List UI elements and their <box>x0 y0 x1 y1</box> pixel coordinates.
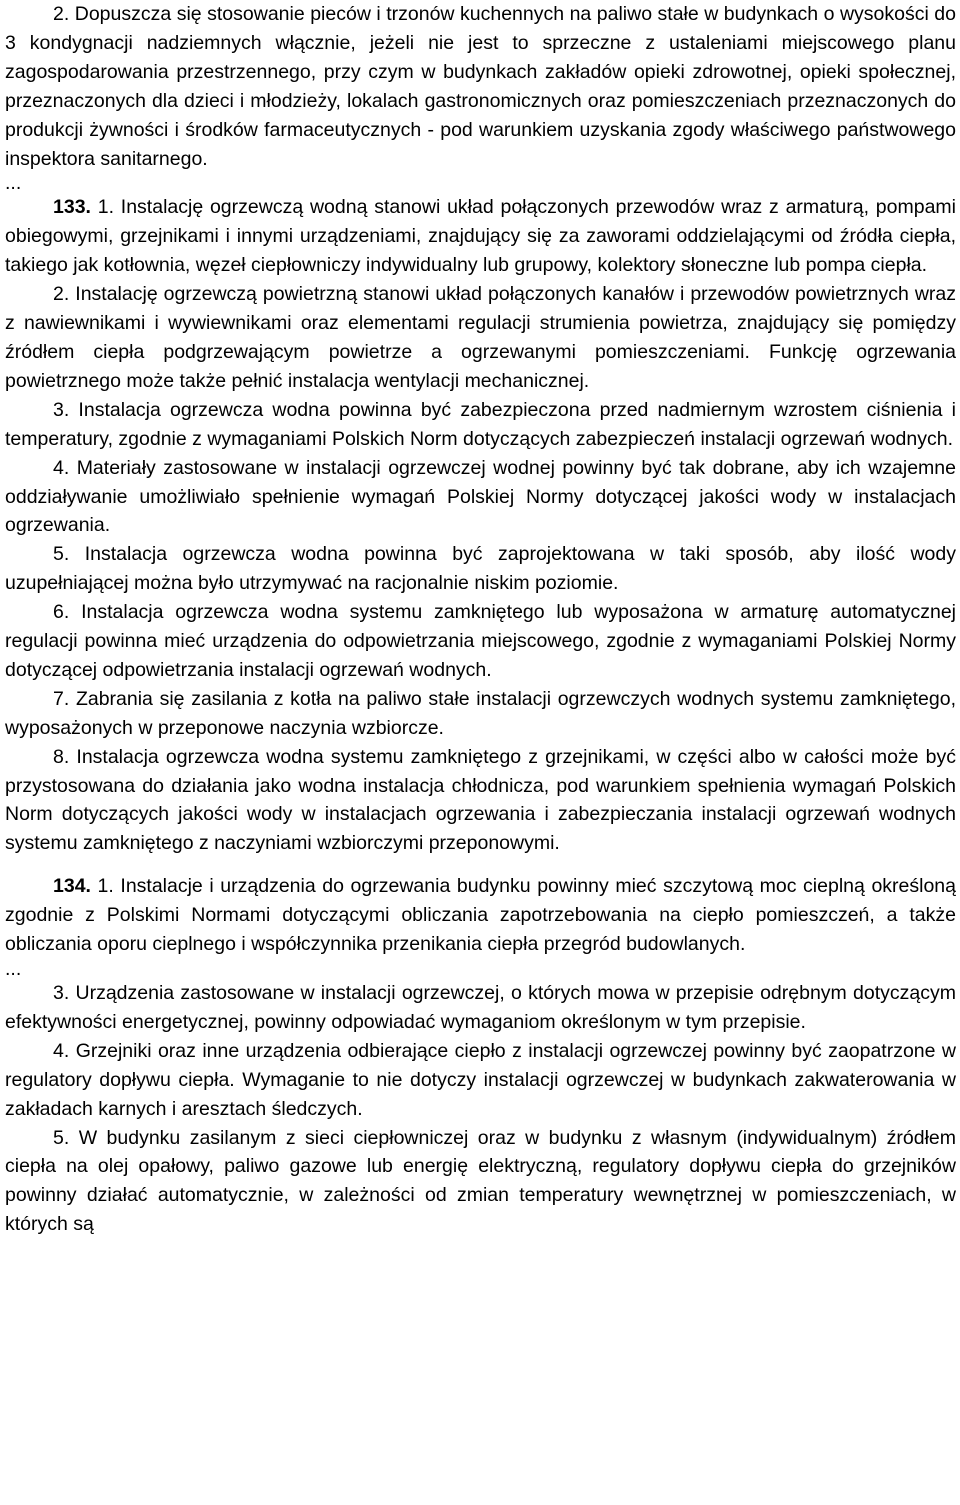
article-134-paragraph-3: 3. Urządzenia zastosowane w instalacji ogrzewczej, o których mowa w przepisie odrębnym dotyczącym efektywności energetycznej, powinny odpowiadać wymaganiom określonym w tym przepisie. <box>5 982 956 1033</box>
article-133-paragraph-4: 4. Materiały zastosowane w instalacji ogrzewczej wodnej powinny być tak dobrane, aby ich wzajemne oddziaływanie umożliwiało spełnienie wymagań Polskiej Normy dotyczącej jakości wody w instalacjach ogrzewania. <box>5 456 956 537</box>
article-133-paragraph-2: 2. Instalację ogrzewczą powietrzną stanowi układ połączonych kanałów i przewodów powietrznych wraz z nawiewnikami i wywiewnikami oraz elementami regulacji strumienia powietrza, znajdujący się pomiędzy źródłem ciepła podgrzewającym powietrze a ogrzewanymi pomieszczeniami. Funkcję ogrzewania powietrznego może także pełnić instalacja wentylacji mechanicznej. <box>5 283 956 392</box>
paragraph-prev-2: 2. Dopuszcza się stosowanie pieców i trzonów kuchennych na paliwo stałe w budynkach o wysokości do 3 kondygnacji nadziemnych włącznie, jeżeli nie jest to sprzeczne z ustaleniami miejscowego planu zagospodarowania przestrzennego, przy czym w budynkach zakładów opieki zdrowotnej, opieki społecznej, przeznaczonych dla dzieci i młodzieży, lokalach gastronomicznych oraz pomieszczeniach przeznaczonych do produkcji żywności i środków farmaceutycznych - pod warunkiem uzyskania zgody właściwego państwowego inspektora sanitarnego. <box>5 3 956 170</box>
article-134-paragraph-1-text: 1. Instalacje i urządzenia do ogrzewania budynku powinny mieć szczytową moc cieplną określoną zgodnie z Polskimi Normami dotyczącymi obliczania zapotrzebowania na ciepło pomieszczeń, a także obliczania oporu cieplnego i współczynnika przenikania ciepła przegród budowlanych. <box>5 875 956 956</box>
article-134-paragraph-1 <box>5 872 956 959</box>
article-133-paragraph-7: 7. Zabrania się zasilania z kotła na paliwo stałe instalacji ogrzewczych wodnych systemu zamkniętego, wyposażonych w przeponowe naczynia wzbiorcze. <box>5 687 956 739</box>
article-133-paragraph-5: 5. Instalacja ogrzewcza wodna powinna być zaprojektowana w taki sposób, aby ilość wody uzupełniającej można było utrzymywać na racjonalnie niskim poziomie. <box>5 543 956 595</box>
omission-marker: ... <box>5 958 22 980</box>
article-133-paragraph-8: 8. Instalacja ogrzewcza wodna systemu zamkniętego z grzejnikami, w części albo w całości może być przystosowana do działania jako wodna instalacja chłodnicza, pod warunkiem spełnienia wymagań Polskich Norm dotyczących jakości wody w instalacjach ogrzewania i zabezpieczania instalacji ogrzewań wodnych systemu zamkniętego z naczyniami wzbiorczymi przeponowymi. <box>5 745 956 855</box>
article-134-paragraph-5: 5. W budynku zasilanym z sieci ciepłowniczej oraz w budynku z własnym (indywidualnym) źródłem ciepła na olej opałowy, paliwo gazowe lub energię elektryczną, regulatory dopływu ciepła do grzejników powinny działać automatycznie, w zależności od zmian temperatury wewnętrznej w pomieszczeniach, w których są <box>5 1126 956 1236</box>
document-page <box>5 0 956 1239</box>
article-134-paragraph-4: 4. Grzejniki oraz inne urządzenia odbierające ciepło z instalacji ogrzewczej powinny być zaopatrzone w regulatory dopływu ciepła. Wymaganie to nie dotyczy instalacji ogrzewczej w budynkach zakwaterowania w zakładach karnych i aresztach śledczych. <box>5 1039 956 1120</box>
article-133-paragraph-6: 6. Instalacja ogrzewcza wodna systemu zamkniętego lub wyposażona w armaturę automatycznej regulacji powinna mieć urządzenia do odpowietrzania miejscowego, zgodnie z wymaganiami Polskiej Normy dotyczącej odpowietrzania instalacji ogrzewań wodnych. <box>5 601 956 681</box>
omission-marker: ... <box>5 172 22 195</box>
section-gap <box>5 858 956 872</box>
article-134-number: 134. <box>53 875 91 898</box>
article-133-number: 133. <box>53 196 91 219</box>
article-133-paragraph-1 <box>5 193 956 280</box>
article-133-paragraph-1-text: 1. Instalację ogrzewczą wodną stanowi układ połączonych przewodów wraz z armaturą, pompami obiegowymi, grzejnikami i innymi urządzeniami, znajdujący się za zaworami oddzielającymi od źródła ciepła, takiego jak kotłownia, węzeł ciepłowniczy indywidualny lub grupowy, kolektory słoneczne lub pompa ciepła. <box>5 196 957 277</box>
article-133-paragraph-3: 3. Instalacja ogrzewcza wodna powinna być zabezpieczona przed nadmiernym wzrostem ciśnienia i temperatury, zgodnie z wymaganiami Polskich Norm dotyczących zabezpieczeń instalacji ogrzewań wodnych. <box>5 398 956 450</box>
